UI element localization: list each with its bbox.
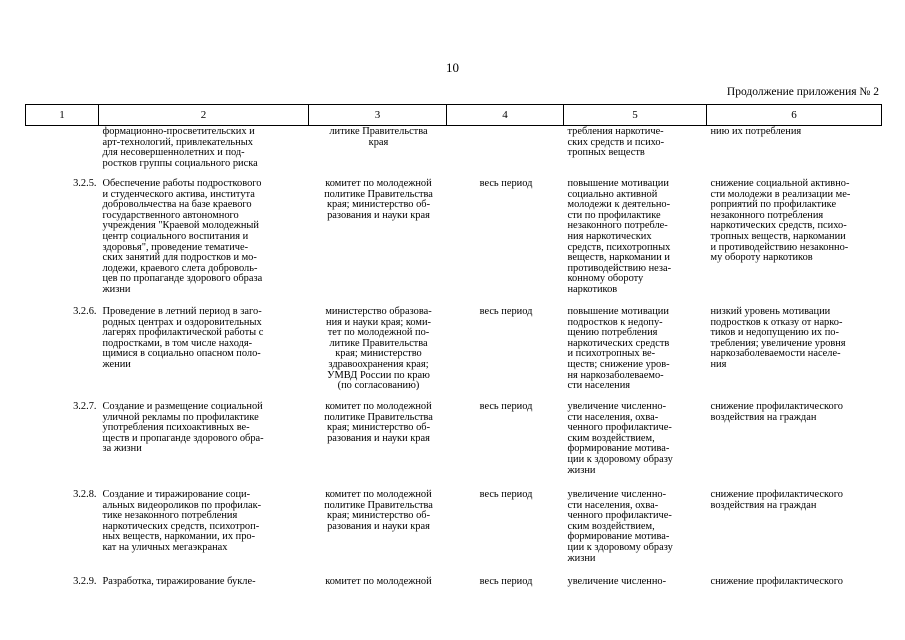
period-cell: весь период — [479, 576, 533, 587]
table-row — [26, 577, 882, 607]
table-row — [26, 402, 882, 490]
activity-text: Создание и тиражирование соци- альных видеороликов по профилак- тике незаконного потребления наркотических средств, психотроп- ных веществ, наркомании, их про- кат на уличных мегаэкранах — [102, 489, 262, 553]
result-cell — [564, 179, 707, 307]
executor-text: литике Правительства края — [329, 126, 428, 148]
period-cell: весь период — [479, 401, 533, 412]
table-row — [26, 126, 882, 180]
column-header: 1 — [26, 105, 99, 126]
executor-text: министерство образова- ния и науки края; коми- тет по молодежной по- литике Правительства края; министерство здравоохранения края; УМВД России по краю (по согласованию) — [325, 306, 432, 392]
executor-text: комитет по молодежной политике Правительства края; министерство об- разования и науки края — [324, 178, 433, 221]
result-text: требления наркотиче- ских средств и психо- тропных веществ — [567, 126, 665, 159]
table-header — [26, 105, 882, 126]
column-header: 6 — [707, 105, 882, 126]
row-number: 3.2.7. — [73, 401, 97, 412]
executor-cell — [309, 307, 447, 402]
header-row — [26, 105, 882, 126]
table-row — [26, 179, 882, 307]
executor-cell — [309, 179, 447, 307]
row-number: 3.2.9. — [73, 576, 97, 587]
period-cell: весь период — [479, 178, 533, 189]
activity-text: Разработка, тиражирование букле- — [102, 576, 256, 587]
consequence-cell — [707, 307, 882, 402]
consequence-cell — [707, 126, 882, 180]
consequence-cell — [707, 577, 882, 607]
activity-text: формационно-просветительских и арт-технологий, привлекательных для несовершеннолетних и под- ростков группы социального риска — [102, 126, 258, 169]
result-cell — [564, 490, 707, 577]
consequence-cell — [707, 490, 882, 577]
activity-text: Создание и размещение социальной уличной рекламы по профилактике употребления психоактивных ве- ществ и пропаганде здорового обра- за жизни — [102, 401, 264, 455]
table-row — [26, 307, 882, 402]
executor-cell — [309, 577, 447, 607]
row-number: 3.2.5. — [73, 178, 97, 189]
executor-cell — [309, 490, 447, 577]
column-header: 5 — [564, 105, 707, 126]
period-cell — [447, 126, 564, 180]
activity-cell — [99, 179, 309, 307]
executor-text: комитет по молодежной — [325, 576, 432, 587]
executor-text: комитет по молодежной политике Правительства края; министерство об- разования и науки края — [324, 489, 433, 532]
row-number: 3.2.8. — [73, 489, 97, 500]
consequence-text: снижение социальной активно- сти молодежи в реализации ме- роприятий по профилактике незаконного потребления наркотических средств, психо- тропных веществ, наркомании и противодействию незаконно- му обороту наркотиков — [710, 178, 851, 264]
row-number: 3.2.6. — [73, 306, 97, 317]
column-header: 2 — [99, 105, 309, 126]
result-text: увеличение численно- — [567, 576, 667, 587]
executor-cell — [309, 126, 447, 180]
activity-cell — [99, 402, 309, 490]
page-number: 10 — [446, 60, 459, 75]
row-number — [26, 126, 99, 180]
consequence-text: нию их потребления — [710, 126, 802, 137]
result-cell — [564, 402, 707, 490]
result-cell — [564, 307, 707, 402]
table-row — [26, 490, 882, 577]
consequence-text: снижение профилактического воздействия на граждан — [710, 401, 843, 423]
result-cell — [564, 577, 707, 607]
executor-cell — [309, 402, 447, 490]
activity-cell — [99, 490, 309, 577]
consequence-cell — [707, 179, 882, 307]
activity-cell — [99, 577, 309, 607]
activity-cell — [99, 307, 309, 402]
result-text: повышение мотивации социально активной молодежи к деятельно- сти по профилактике незаконного потребле- ния наркотических средств, психотропных веществ, наркомании и противодействию неза- конному обороту наркотиков — [567, 178, 672, 295]
program-activities-table — [25, 104, 882, 607]
column-header: 3 — [309, 105, 447, 126]
continuation-label: Продолжение приложения № 2 — [726, 86, 879, 98]
consequence-text: снижение профилактического воздействия на граждан — [710, 489, 843, 511]
result-cell — [564, 126, 707, 180]
consequence-text: снижение профилактического — [710, 576, 843, 587]
activity-text: Проведение в летний период в заго- родных центрах и оздоровительных лагерях профилактической работы с подростками, в том числе находя- щимися в социально опасном поло- жении — [102, 306, 264, 370]
activity-cell — [99, 126, 309, 180]
column-header: 4 — [447, 105, 564, 126]
executor-text: комитет по молодежной политике Правительства края; министерство об- разования и науки края — [324, 401, 433, 444]
period-cell: весь период — [479, 306, 533, 317]
result-text: увеличение численно- сти населения, охва- ченного профилактиче- ским воздействием, формирование мотива- ции к здоровому образу жизни — [567, 401, 673, 476]
activity-text: Обеспечение работы подросткового и студенческого актива, института добровольчества на базе краевого государственного автономного учреждения "Краевой молодежный центр социального воспитания и здоровья", проведение тематиче- ских занятий для подростков и мо- лодежи, краевого слета доброволь- цев по пропаганде здорового образа жизни — [102, 178, 263, 295]
period-cell: весь период — [479, 489, 533, 500]
result-text: повышение мотивации подростков к недопу- щению потребления наркотических средств и психотропных ве- ществ; снижение уров- ня наркозаболеваемо- сти населения — [567, 306, 670, 392]
consequence-cell — [707, 402, 882, 490]
result-text: увеличение численно- сти населения, охва- ченного профилактиче- ским воздействием, формирование мотива- ции к здоровому образу жизни — [567, 489, 673, 564]
consequence-text: низкий уровень мотивации подростков к отказу от нарко- тиков и недопущению их по- требления; увеличение уровня наркозаболеваемости населе- ния — [710, 306, 846, 370]
